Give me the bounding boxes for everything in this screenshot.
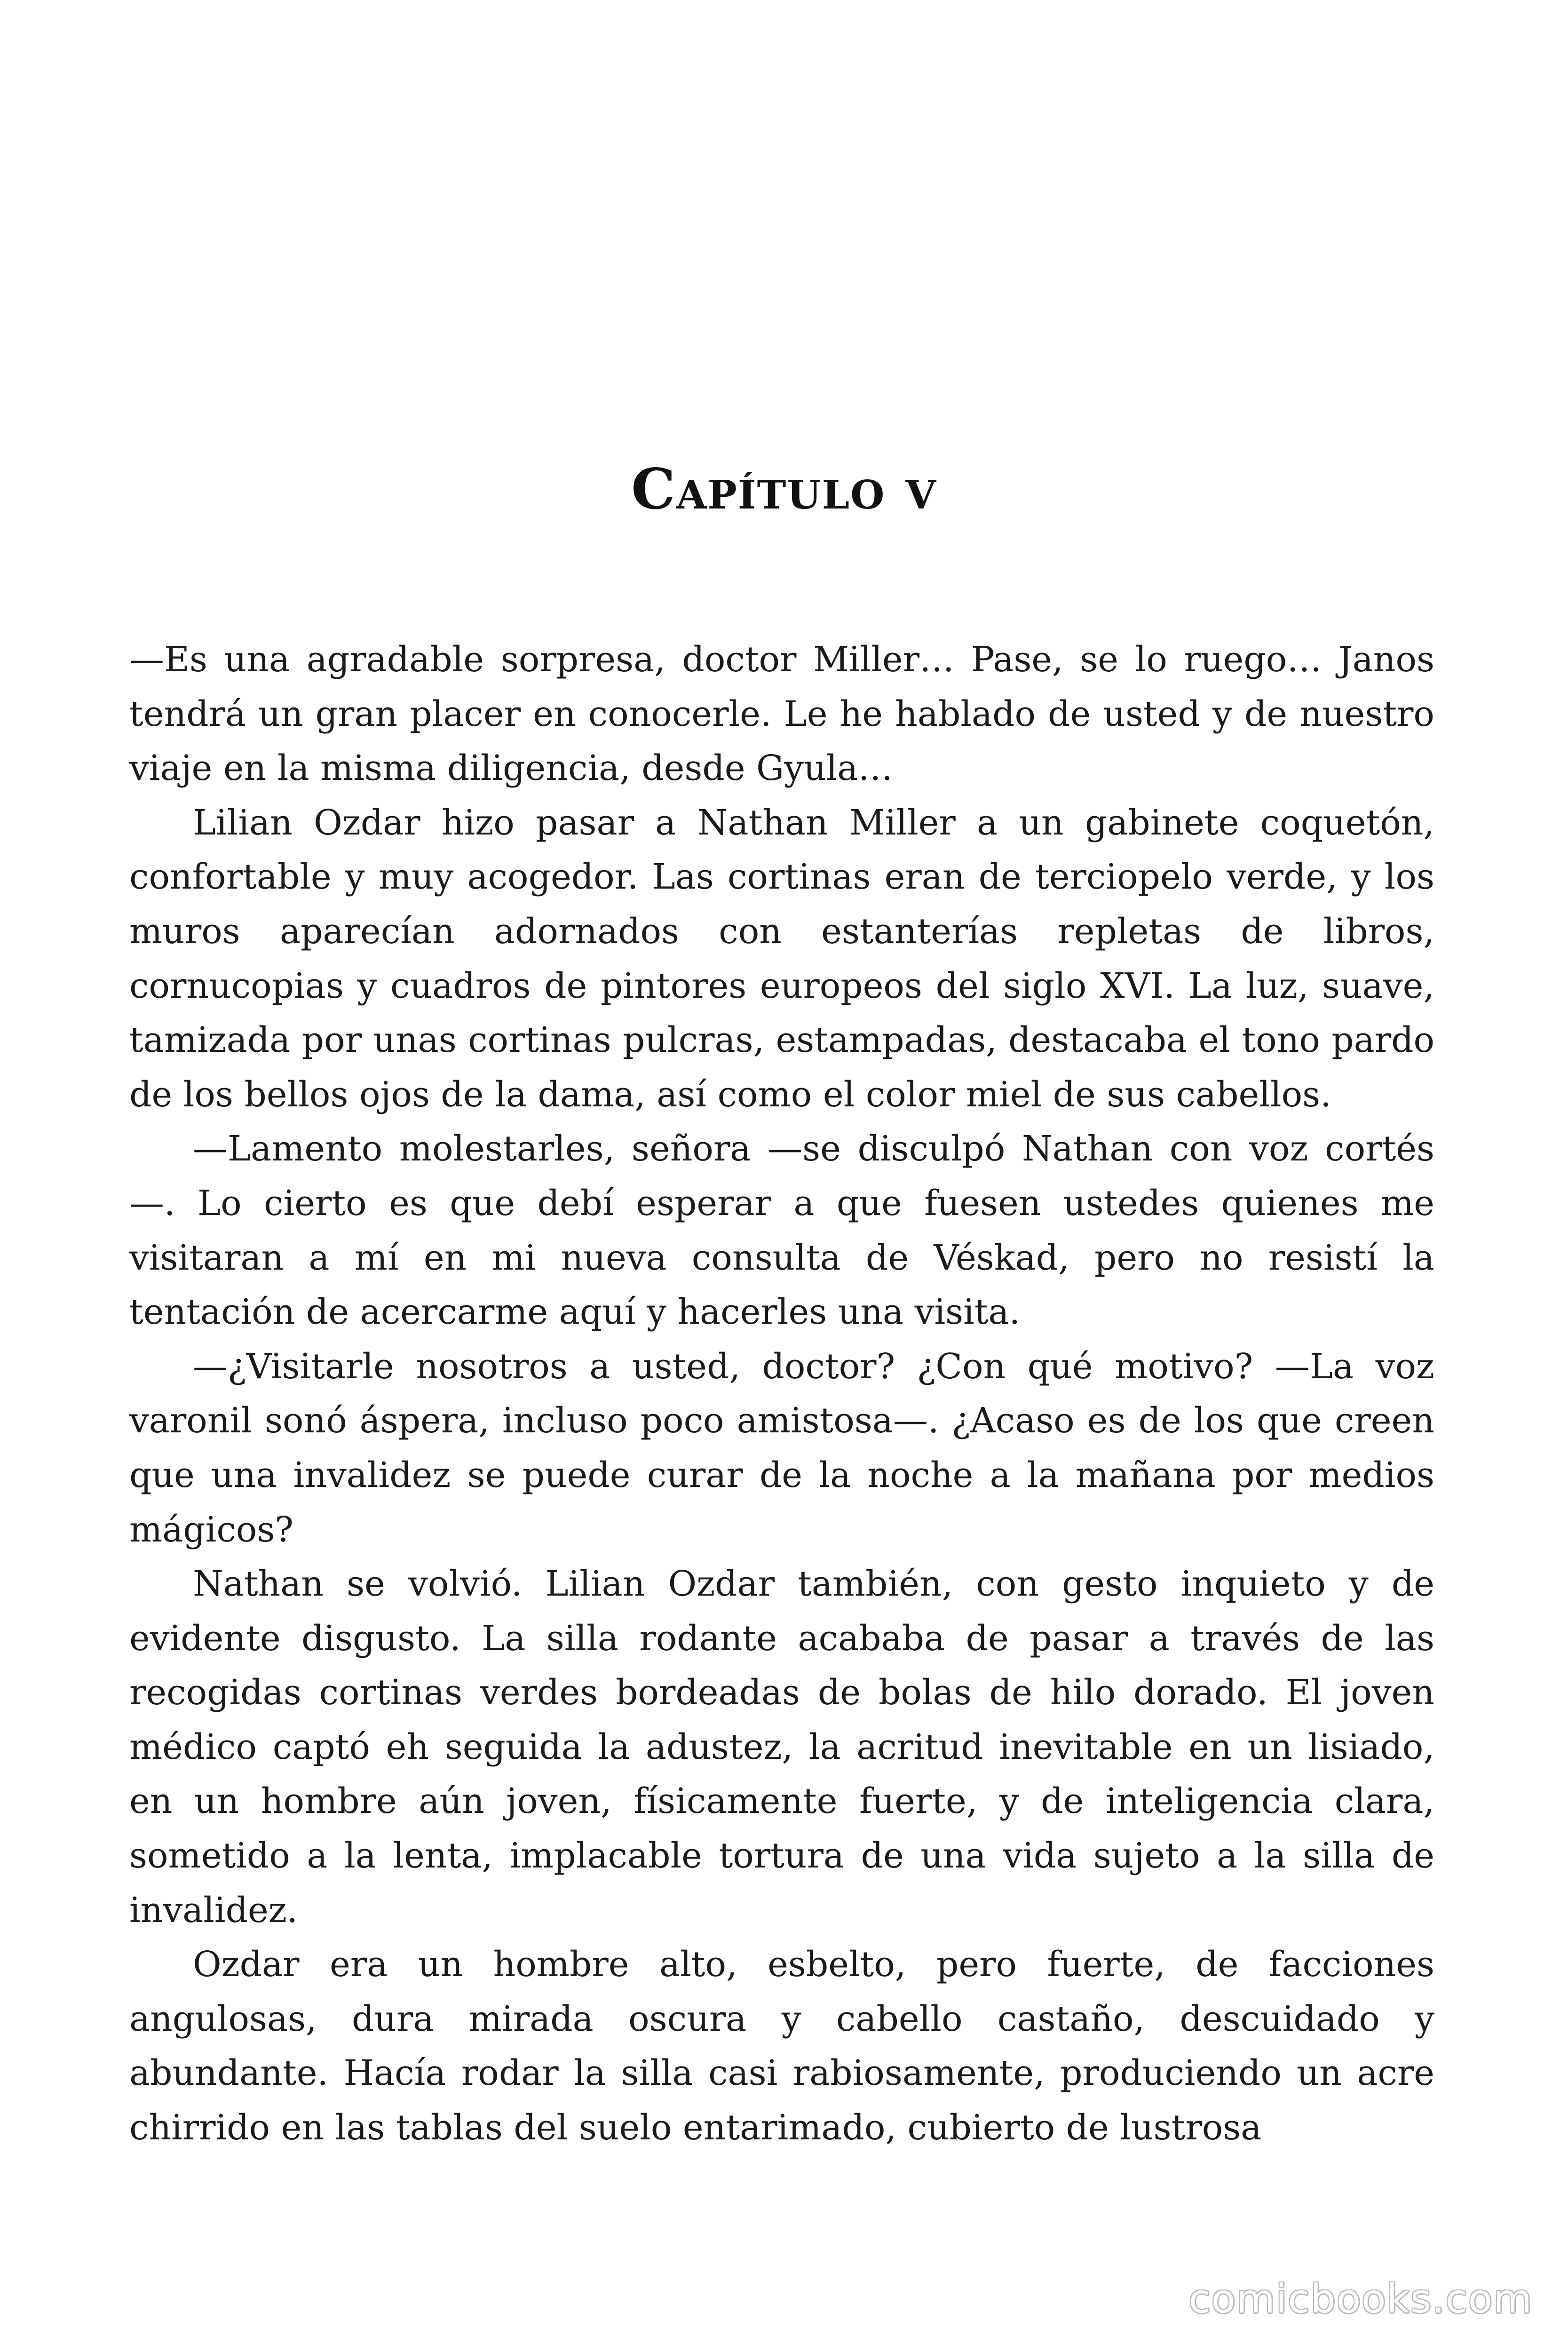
chapter-title-initial: C (631, 456, 676, 522)
chapter-title-rest: apítulo v (676, 456, 937, 522)
chapter-title (0, 456, 1568, 522)
paragraph-1: —Es una agradable sorpresa, doctor Miller… Pase, se lo ruego… Janos tendrá un gran placer en conocerle. Le he hablado de usted y de nuestro viaje en la misma diligencia, desde Gyula… (129, 639, 1434, 789)
paragraph-2: Lilian Ozdar hizo pasar a Nathan Miller a un gabinete coquetón, confortable y muy acogedor. Las cortinas eran de terciopelo verde, y los muros aparecían adornados con estanterías repletas de libros, cornucopias y cuadros de pintores europeos del siglo XVI. La luz, suave, tamizada por unas cortinas pulcras, estampadas, destacaba el tono pardo de los bellos ojos de la dama, así como el color miel de sus cabellos. (129, 802, 1434, 1115)
watermark-logo: comicbooks.com (1188, 2276, 1533, 2322)
chapter-body (129, 633, 1434, 2155)
paragraph-5: Nathan se volvió. Lilian Ozdar también, con gesto inquieto y de evidente disgusto. La silla rodante acababa de pasar a través de las recogidas cortinas verdes bordeadas de bolas de hilo dorado. El joven médico captó eh seguida la adustez, la acritud inevitable en un lisiado, en un hombre aún joven, físicamente fuerte, y de inteligencia clara, sometido a la lenta, implacable tortura de una vida sujeto a la silla de invalidez. (129, 1564, 1434, 1931)
paragraph-3: —Lamento molestarles, señora —se disculpó Nathan con voz cortés—. Lo cierto es que debí esperar a que fuesen ustedes quienes me visitaran a mí en mi nueva consulta de Véskad, pero no resistí la tentación de acercarme aquí y hacerles una visita. (129, 1128, 1434, 1333)
paragraph-4: —¿Visitarle nosotros a usted, doctor? ¿Con qué motivo? —La voz varonil sonó áspera, incluso poco amistosa—. ¿Acaso es de los que creen que una invalidez se puede curar de la noche a la mañana por medios mágicos? (129, 1346, 1434, 1550)
paragraph-6: Ozdar era un hombre alto, esbelto, pero fuerte, de facciones angulosas, dura mirada oscura y cabello castaño, descuidado y abundante. Hacía rodar la silla casi rabiosamente, produciendo un acre chirrido en las tablas del suelo entarimado, cubierto de lustrosa (129, 1944, 1434, 2148)
